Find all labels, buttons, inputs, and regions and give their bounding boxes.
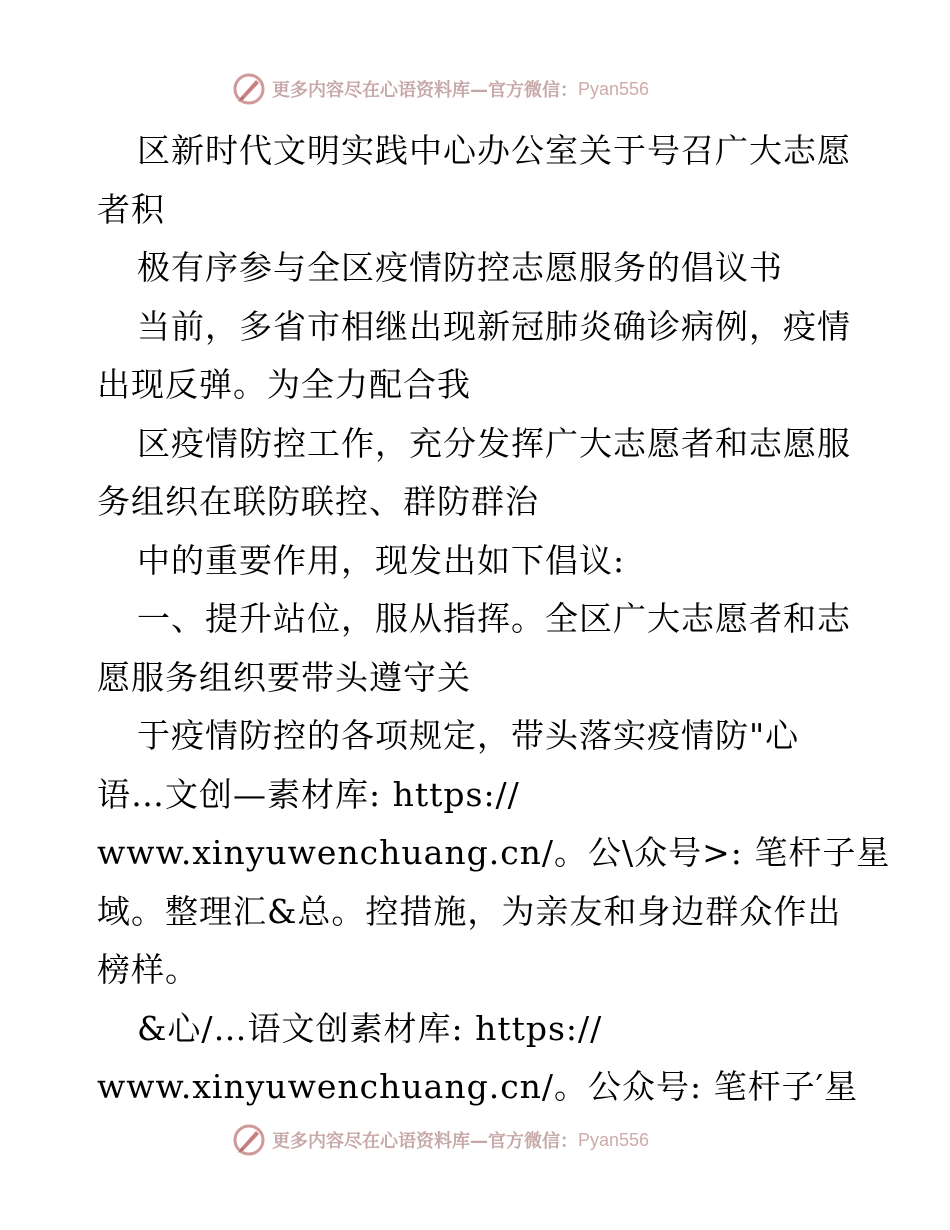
text-line: 一、提升站位，服从指挥。全区广大志愿者和志 (137, 599, 851, 638)
document-body (97, 122, 891, 1117)
footer-wechat-id: Pyan556 (578, 1129, 650, 1150)
text-line: www.xinyuwenchuang.cn/。公众号: 笔杆子′星 (97, 1067, 859, 1106)
text-line: 语…文创—素材库: https:// (97, 774, 520, 814)
text-line: 愿服务组织要带头遵守关 (97, 657, 471, 697)
text-line: 区疫情防控工作，充分发挥广大志愿者和志愿服 (137, 423, 851, 463)
text-line: 务组织在联防联控、群防群治 (97, 482, 539, 521)
header-wechat-id: Pyan556 (578, 78, 650, 99)
text-line: 极有序参与全区疫情防控志愿服务的倡议书 (137, 248, 783, 287)
quill-logo-icon (232, 1123, 266, 1157)
text-line: www.xinyuwenchuang.cn/。公\众号>: 笔杆子星 (97, 833, 891, 872)
quill-logo-icon (232, 72, 266, 106)
text-line: 当前，多省市相继出现新冠肺炎确诊病例，疫情 (137, 306, 851, 346)
text-line: 于疫情防控的各项规定，带头落实疫情防"心 (137, 716, 800, 755)
text-line: 者积 (97, 189, 165, 229)
header-watermark (232, 72, 649, 106)
text-line: 中的重要作用，现发出如下倡议: (137, 540, 626, 580)
text-line: &心/…语文创素材库: https:// (137, 1008, 603, 1048)
text-line: 域。整理汇&总。控措施，为亲友和身边群众作出 (97, 891, 842, 931)
header-banner-text: 更多内容尽在心语资料库—官方微信： (272, 80, 578, 101)
footer-watermark (232, 1123, 649, 1157)
text-line: 出现反弹。为全力配合我 (97, 365, 471, 404)
text-line: 区新时代文明实践中心办公室关于号召广大志愿 (137, 131, 851, 170)
text-line: 榜样。 (97, 950, 199, 989)
footer-banner-text: 更多内容尽在心语资料库—官方微信： (272, 1131, 578, 1152)
